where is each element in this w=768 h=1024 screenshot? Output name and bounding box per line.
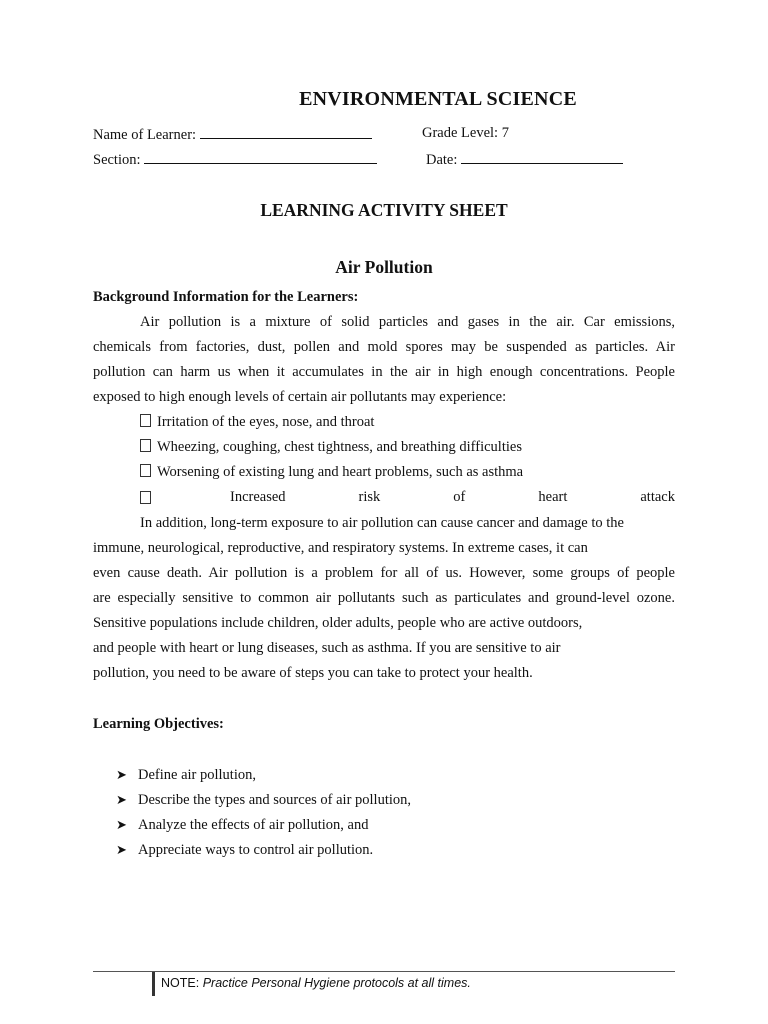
objective-item: ➤ Define air pollution, bbox=[116, 767, 256, 783]
section-line bbox=[93, 150, 377, 169]
note-label: NOTE: bbox=[161, 976, 200, 990]
paragraph-line: even cause death. Air pollution is a problem for all of us. However, some groups of people bbox=[93, 565, 675, 581]
background-paragraph-1 bbox=[93, 310, 675, 410]
paragraph-line: pollution, you need to be aware of steps you can take to protect your health. bbox=[93, 665, 533, 681]
objective-item: ➤ Appreciate ways to control air pollution. bbox=[116, 842, 374, 858]
effect-item: Irritation of the eyes, nose, and throat bbox=[140, 414, 374, 431]
section-blank[interactable] bbox=[144, 150, 377, 164]
arrow-bullet-icon: ➤ bbox=[116, 817, 127, 832]
paragraph-line: exposed to high enough levels of certain air pollutants may experience: bbox=[93, 389, 507, 405]
effect-word: risk bbox=[358, 489, 381, 505]
paragraph-line: immune, neurological, reproductive, and respiratory systems. In extreme cases, it can bbox=[93, 540, 588, 556]
name-of-learner-line bbox=[93, 125, 372, 144]
arrow-bullet-icon: ➤ bbox=[116, 842, 127, 857]
bullet-box-icon bbox=[140, 464, 151, 477]
effect-word: heart bbox=[538, 489, 568, 505]
objective-item: ➤ Describe the types and sources of air pollution, bbox=[116, 792, 412, 808]
effect-item-heart-attack bbox=[140, 489, 675, 506]
paragraph-line: Sensitive populations include children, older adults, people who are active outdoors, bbox=[93, 615, 583, 631]
paragraph-line: In addition, long-term exposure to air pollution can cause cancer and damage to the bbox=[140, 515, 624, 531]
effect-item: Wheezing, coughing, chest tightness, and breathing difficulties bbox=[140, 439, 522, 456]
background-heading: Background Information for the Learners: bbox=[93, 289, 359, 305]
bullet-box-icon bbox=[140, 414, 151, 427]
note-text: Practice Personal Hygiene protocols at all times. bbox=[202, 976, 471, 990]
bullet-box-icon bbox=[140, 439, 151, 452]
effect-word: of bbox=[453, 489, 466, 505]
paragraph-line: Air pollution is a mixture of solid particles and gases in the air. Car emissions, bbox=[140, 314, 675, 330]
topic-title: Air Pollution bbox=[335, 257, 433, 277]
effect-item: Worsening of existing lung and heart problems, such as asthma bbox=[140, 464, 523, 481]
paragraph-line: chemicals from factories, dust, pollen and mold spores may be suspended as particles. Air bbox=[93, 339, 675, 355]
paragraph-line: are especially sensitive to common air pollutants such as particulates and ground-level ozone. bbox=[93, 590, 675, 606]
effect-word: attack bbox=[640, 489, 675, 505]
grade-level-label: Grade Level: 7 bbox=[422, 125, 509, 141]
name-of-learner-label: Name of Learner: bbox=[93, 127, 197, 143]
sheet-title: LEARNING ACTIVITY SHEET bbox=[260, 200, 508, 220]
footer-divider bbox=[152, 972, 155, 996]
bullet-box-icon bbox=[140, 491, 151, 504]
arrow-bullet-icon: ➤ bbox=[116, 767, 127, 782]
effect-word: Increased bbox=[230, 489, 286, 505]
paragraph-line: and people with heart or lung diseases, such as asthma. If you are sensitive to air bbox=[93, 640, 561, 656]
background-paragraph-2 bbox=[93, 511, 675, 686]
objectives-heading: Learning Objectives: bbox=[93, 716, 224, 732]
date-blank[interactable] bbox=[461, 150, 623, 164]
name-of-learner-blank[interactable] bbox=[200, 125, 372, 139]
subject-title: ENVIRONMENTAL SCIENCE bbox=[299, 88, 577, 110]
objective-item: ➤ Analyze the effects of air pollution, and bbox=[116, 817, 369, 833]
arrow-bullet-icon: ➤ bbox=[116, 792, 127, 807]
section-label: Section: bbox=[93, 152, 141, 168]
paragraph-line: pollution can harm us when it accumulates in the air in high enough concentrations. People bbox=[93, 364, 675, 380]
footer-rule bbox=[93, 971, 675, 972]
date-line bbox=[426, 150, 623, 169]
date-label: Date: bbox=[426, 152, 458, 168]
footer-note bbox=[161, 976, 471, 990]
